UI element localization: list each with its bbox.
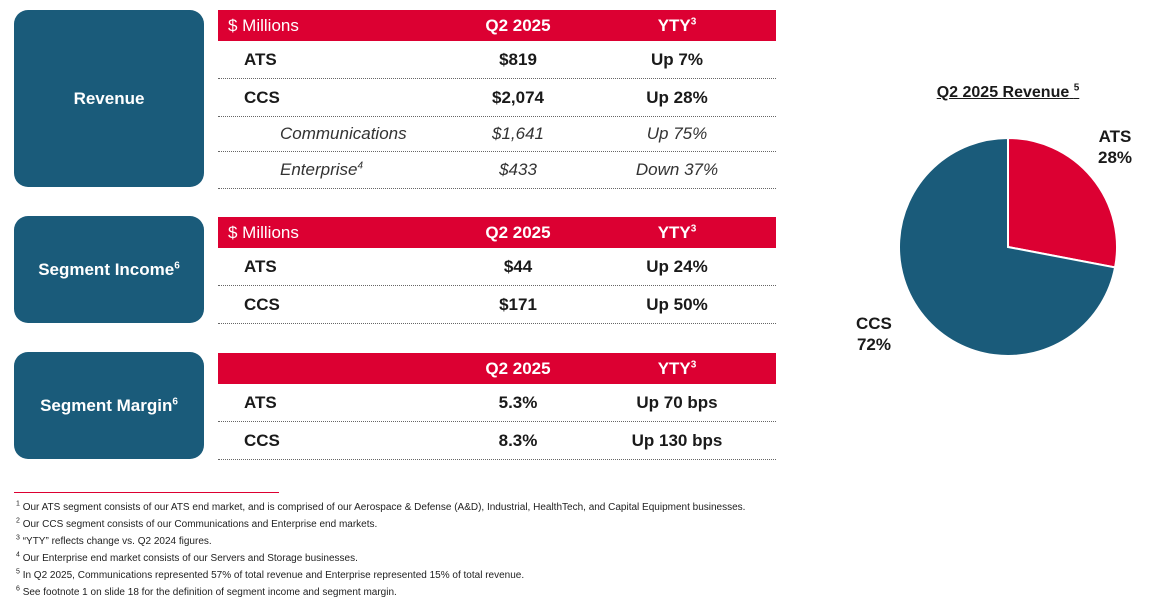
footnote-1: $^1$ Our ATS segment consists of our ATS end market, and is comprised of our Aerospace & Defense (A&D), Industrial, HealthTech, and Capital Equipment businesses. (16, 500, 746, 513)
chart-title: Q2 2025 Revenue $^5$ (936, 82, 1080, 101)
segment-income-table (218, 217, 776, 324)
header-yty: YTY$^3$ (657, 358, 697, 378)
footnotes (16, 499, 745, 601)
row-name: Communications (280, 124, 407, 143)
row-yty: Up 75% (646, 124, 708, 143)
header-millions: $ Millions (228, 15, 299, 35)
segment-margin-label: Segment Margin$^6$ (40, 395, 178, 415)
table-row (218, 79, 776, 117)
segment-income-panel (14, 216, 204, 323)
row-name: Enterprise$^4$ (280, 160, 364, 179)
row-name: ATS (244, 256, 277, 276)
table-row (218, 384, 776, 422)
row-name: CCS (244, 430, 280, 450)
revenue-pie-chart (888, 127, 1128, 367)
segment-margin-table (218, 353, 776, 460)
table-row (218, 286, 776, 324)
row-value: $44 (503, 256, 533, 276)
table-row (218, 248, 776, 286)
revenue-panel (14, 10, 204, 187)
segment-income-label: Segment Income$^6$ (38, 259, 180, 279)
segment-margin-table-header (218, 353, 776, 384)
row-value: $2,074 (492, 87, 544, 107)
row-value: 8.3% (498, 430, 538, 450)
pie-label-ats: ATS 28% (1098, 127, 1133, 167)
header-yty: YTY$^3$ (657, 15, 697, 35)
header-yty: YTY$^3$ (657, 222, 697, 242)
row-yty: Up 7% (651, 49, 703, 69)
segment-income-table-header (218, 217, 776, 248)
header-millions: $ Millions (228, 222, 299, 242)
revenue-label: Revenue (73, 88, 145, 108)
row-yty: Up 24% (646, 256, 708, 276)
segment-margin-panel (14, 352, 204, 459)
row-yty: Down 37% (635, 160, 719, 179)
row-value: $819 (499, 49, 537, 69)
row-name: ATS (244, 49, 277, 69)
footnote-divider (14, 492, 279, 493)
table-row (218, 117, 776, 152)
revenue-table (218, 10, 776, 189)
footnote-3: $^3$ “YTY” reflects change vs. Q2 2024 figures. (16, 534, 212, 547)
revenue-table-header (218, 10, 776, 41)
footnote-4: $^4$ Our Enterprise end market consists of our Servers and Storage businesses. (16, 551, 358, 564)
header-q2-2025: Q2 2025 (485, 222, 551, 242)
row-name: CCS (244, 87, 280, 107)
footnote-6: $^6$ See footnote 1 on slide 18 for the definition of segment income and segment margin. (16, 585, 397, 598)
row-value: $171 (499, 294, 537, 314)
table-row (218, 41, 776, 79)
row-yty: Up 130 bps (631, 430, 723, 450)
footnote-5: $^5$ In Q2 2025, Communications represented 57% of total revenue and Enterprise represented 15% of total revenue. (16, 568, 525, 581)
row-yty: Up 28% (646, 87, 708, 107)
row-yty: Up 70 bps (636, 392, 718, 412)
row-value: $1,641 (492, 124, 544, 143)
header-q2-2025: Q2 2025 (485, 15, 551, 35)
row-value: 5.3% (498, 392, 538, 412)
header-q2-2025: Q2 2025 (485, 358, 551, 378)
table-row (218, 422, 776, 460)
footnote-2: $^2$ Our CCS segment consists of our Communications and Enterprise end markets. (16, 517, 378, 530)
pie-label-ccs: CCS 72% (856, 314, 892, 354)
row-yty: Up 50% (646, 294, 708, 314)
row-name: CCS (244, 294, 280, 314)
row-name: ATS (244, 392, 277, 412)
table-row (218, 152, 776, 189)
row-value: $433 (499, 160, 537, 179)
